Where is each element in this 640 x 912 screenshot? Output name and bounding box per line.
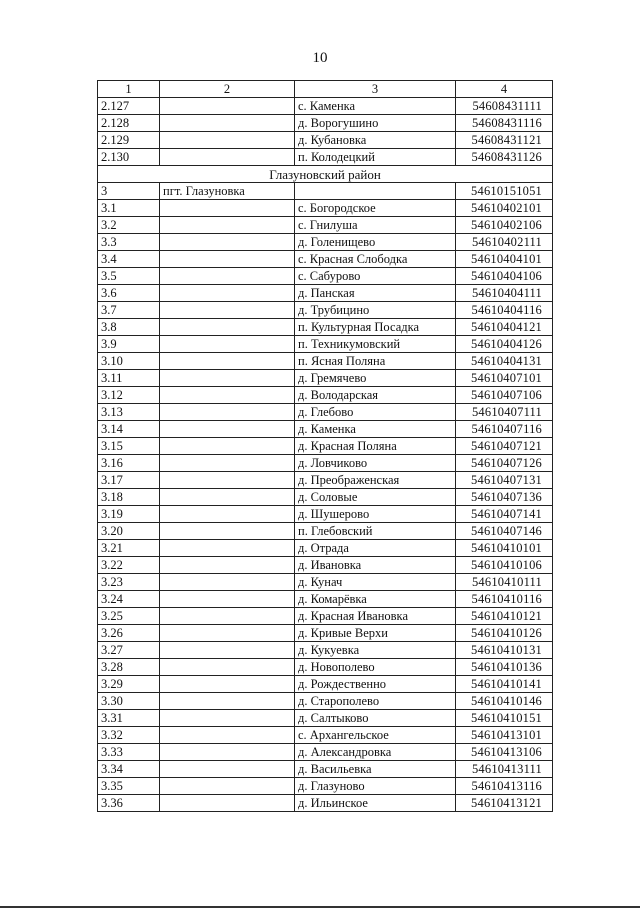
settlement-cell: д. Красная Ивановка	[295, 608, 456, 625]
oktmo-code-cell: 54610410131	[456, 642, 553, 659]
oktmo-code-cell: 54610410126	[456, 625, 553, 642]
table-row	[98, 387, 553, 404]
row-number-cell: 2.130	[98, 149, 160, 166]
column-header-2: 2	[160, 81, 295, 98]
district-cell	[160, 727, 295, 744]
district-cell	[160, 370, 295, 387]
settlement-cell: п. Глебовский	[295, 523, 456, 540]
table-row	[98, 319, 553, 336]
table-row	[98, 540, 553, 557]
row-number-cell: 3.34	[98, 761, 160, 778]
settlement-cell: д. Новополево	[295, 659, 456, 676]
oktmo-code-cell: 54610407131	[456, 472, 553, 489]
table-row	[98, 251, 553, 268]
table-row	[98, 693, 553, 710]
settlement-cell: д. Старополево	[295, 693, 456, 710]
table-row	[98, 676, 553, 693]
table-row	[98, 778, 553, 795]
district-cell	[160, 778, 295, 795]
row-number-cell: 3.27	[98, 642, 160, 659]
district-cell	[160, 319, 295, 336]
settlement-cell: д. Ильинское	[295, 795, 456, 812]
table-header-row	[98, 81, 553, 98]
table-row	[98, 115, 553, 132]
table-row	[98, 625, 553, 642]
row-number-cell: 3	[98, 183, 160, 200]
oktmo-code-cell: 54610410111	[456, 574, 553, 591]
settlement-cell: д. Глебово	[295, 404, 456, 421]
district-cell	[160, 404, 295, 421]
section-title: Глазуновский район	[98, 166, 553, 183]
row-number-cell: 3.19	[98, 506, 160, 523]
row-number-cell: 2.127	[98, 98, 160, 115]
row-number-cell: 3.35	[98, 778, 160, 795]
column-header-4: 4	[456, 81, 553, 98]
table-row	[98, 132, 553, 149]
settlement-cell: д. Преображенская	[295, 472, 456, 489]
table-row	[98, 744, 553, 761]
row-number-cell: 3.10	[98, 353, 160, 370]
section-row	[98, 166, 553, 183]
oktmo-code-cell: 54608431111	[456, 98, 553, 115]
oktmo-code-cell: 54610407111	[456, 404, 553, 421]
oktmo-code-cell: 54610404131	[456, 353, 553, 370]
table-row	[98, 234, 553, 251]
district-cell	[160, 387, 295, 404]
oktmo-code-cell: 54610410141	[456, 676, 553, 693]
oktmo-code-cell: 54610407126	[456, 455, 553, 472]
settlement-cell: д. Александровка	[295, 744, 456, 761]
table-row	[98, 438, 553, 455]
row-number-cell: 3.25	[98, 608, 160, 625]
oktmo-code-cell: 54610407141	[456, 506, 553, 523]
settlement-cell: д. Володарская	[295, 387, 456, 404]
oktmo-code-cell: 54610404121	[456, 319, 553, 336]
column-header-3: 3	[295, 81, 456, 98]
settlement-cell: д. Кунач	[295, 574, 456, 591]
district-cell	[160, 353, 295, 370]
oktmo-code-cell: 54610402111	[456, 234, 553, 251]
table-row	[98, 302, 553, 319]
district-cell	[160, 625, 295, 642]
table-row	[98, 183, 553, 200]
settlement-cell: д. Отрада	[295, 540, 456, 557]
settlement-cell: п. Техникумовский	[295, 336, 456, 353]
oktmo-code-cell: 54610407121	[456, 438, 553, 455]
table-row	[98, 710, 553, 727]
oktmo-code-cell: 54610410136	[456, 659, 553, 676]
table-row	[98, 659, 553, 676]
row-number-cell: 3.20	[98, 523, 160, 540]
oktmo-code-cell: 54610413121	[456, 795, 553, 812]
district-cell	[160, 98, 295, 115]
district-cell	[160, 336, 295, 353]
oktmo-code-cell: 54610410151	[456, 710, 553, 727]
row-number-cell: 2.128	[98, 115, 160, 132]
row-number-cell: 3.30	[98, 693, 160, 710]
row-number-cell: 3.22	[98, 557, 160, 574]
page-bottom-rule	[0, 906, 640, 908]
table-row	[98, 591, 553, 608]
oktmo-code-cell: 54610404116	[456, 302, 553, 319]
oktmo-code-cell: 54610410146	[456, 693, 553, 710]
settlement-cell: д. Салтыково	[295, 710, 456, 727]
table-body	[98, 81, 553, 812]
row-number-cell: 3.14	[98, 421, 160, 438]
settlement-cell: с. Каменка	[295, 98, 456, 115]
table-row	[98, 353, 553, 370]
district-cell	[160, 744, 295, 761]
table-row	[98, 455, 553, 472]
row-number-cell: 3.2	[98, 217, 160, 234]
table-row	[98, 608, 553, 625]
district-cell	[160, 472, 295, 489]
row-number-cell: 3.31	[98, 710, 160, 727]
row-number-cell: 3.21	[98, 540, 160, 557]
settlements-table	[97, 80, 553, 812]
oktmo-code-cell: 54608431126	[456, 149, 553, 166]
settlement-cell	[295, 183, 456, 200]
row-number-cell: 3.23	[98, 574, 160, 591]
table-row	[98, 217, 553, 234]
table-row	[98, 149, 553, 166]
row-number-cell: 3.17	[98, 472, 160, 489]
oktmo-code-cell: 54610402106	[456, 217, 553, 234]
table-row	[98, 421, 553, 438]
district-cell	[160, 693, 295, 710]
district-cell	[160, 217, 295, 234]
oktmo-code-cell: 54610404111	[456, 285, 553, 302]
settlement-cell: п. Колодецкий	[295, 149, 456, 166]
table-row	[98, 523, 553, 540]
settlement-cell: д. Гремячево	[295, 370, 456, 387]
district-cell	[160, 761, 295, 778]
table-row	[98, 285, 553, 302]
table-row	[98, 506, 553, 523]
district-cell	[160, 455, 295, 472]
oktmo-code-cell: 54610407101	[456, 370, 553, 387]
district-cell	[160, 268, 295, 285]
settlement-cell: п. Культурная Посадка	[295, 319, 456, 336]
page-number: 10	[312, 50, 328, 66]
district-cell	[160, 506, 295, 523]
table-row	[98, 489, 553, 506]
district-cell	[160, 795, 295, 812]
oktmo-code-cell: 54610410116	[456, 591, 553, 608]
oktmo-code-cell: 54610404101	[456, 251, 553, 268]
oktmo-code-cell: 54610407116	[456, 421, 553, 438]
row-number-cell: 3.11	[98, 370, 160, 387]
settlement-cell: д. Рождественно	[295, 676, 456, 693]
oktmo-code-cell: 54610407146	[456, 523, 553, 540]
table-row	[98, 642, 553, 659]
settlement-cell: с. Красная Слободка	[295, 251, 456, 268]
district-cell	[160, 251, 295, 268]
settlement-cell: с. Сабурово	[295, 268, 456, 285]
settlement-cell: д. Ивановка	[295, 557, 456, 574]
district-cell	[160, 591, 295, 608]
settlement-cell: д. Ворогушино	[295, 115, 456, 132]
settlement-cell: д. Кукуевка	[295, 642, 456, 659]
district-cell	[160, 608, 295, 625]
settlement-cell: д. Глазуново	[295, 778, 456, 795]
settlement-cell: д. Кубановка	[295, 132, 456, 149]
row-number-cell: 3.29	[98, 676, 160, 693]
settlement-cell: д. Соловые	[295, 489, 456, 506]
oktmo-code-cell: 54610404126	[456, 336, 553, 353]
district-cell	[160, 676, 295, 693]
district-cell	[160, 574, 295, 591]
district-cell	[160, 710, 295, 727]
row-number-cell: 3.15	[98, 438, 160, 455]
district-cell	[160, 438, 295, 455]
settlement-cell: д. Комарёвка	[295, 591, 456, 608]
oktmo-code-cell: 54610410106	[456, 557, 553, 574]
oktmo-code-cell: 54610413111	[456, 761, 553, 778]
row-number-cell: 3.28	[98, 659, 160, 676]
oktmo-code-cell: 54610413116	[456, 778, 553, 795]
district-cell	[160, 285, 295, 302]
row-number-cell: 3.3	[98, 234, 160, 251]
settlement-cell: с. Архангельское	[295, 727, 456, 744]
row-number-cell: 3.5	[98, 268, 160, 285]
settlement-cell: д. Каменка	[295, 421, 456, 438]
oktmo-code-cell: 54608431121	[456, 132, 553, 149]
district-cell	[160, 659, 295, 676]
row-number-cell: 3.7	[98, 302, 160, 319]
settlement-cell: с. Богородское	[295, 200, 456, 217]
district-cell: пгт. Глазуновка	[160, 183, 295, 200]
row-number-cell: 3.32	[98, 727, 160, 744]
column-header-1: 1	[98, 81, 160, 98]
oktmo-code-cell: 54608431116	[456, 115, 553, 132]
district-cell	[160, 489, 295, 506]
settlement-cell: п. Ясная Поляна	[295, 353, 456, 370]
oktmo-code-cell: 54610407106	[456, 387, 553, 404]
settlement-cell: с. Гнилуша	[295, 217, 456, 234]
row-number-cell: 3.13	[98, 404, 160, 421]
settlement-cell: д. Кривые Верхи	[295, 625, 456, 642]
district-cell	[160, 132, 295, 149]
district-cell	[160, 302, 295, 319]
oktmo-code-cell: 54610404106	[456, 268, 553, 285]
row-number-cell: 3.24	[98, 591, 160, 608]
settlement-cell: д. Васильевка	[295, 761, 456, 778]
district-cell	[160, 642, 295, 659]
district-cell	[160, 149, 295, 166]
oktmo-code-cell: 54610407136	[456, 489, 553, 506]
district-cell	[160, 557, 295, 574]
row-number-cell: 3.9	[98, 336, 160, 353]
oktmo-code-cell: 54610410101	[456, 540, 553, 557]
row-number-cell: 3.18	[98, 489, 160, 506]
district-cell	[160, 200, 295, 217]
table-row	[98, 472, 553, 489]
district-cell	[160, 421, 295, 438]
settlement-cell: д. Красная Поляна	[295, 438, 456, 455]
oktmo-code-cell: 54610413101	[456, 727, 553, 744]
district-cell	[160, 234, 295, 251]
settlement-cell: д. Ловчиково	[295, 455, 456, 472]
district-cell	[160, 540, 295, 557]
table-row	[98, 98, 553, 115]
table-row	[98, 268, 553, 285]
row-number-cell: 3.4	[98, 251, 160, 268]
row-number-cell: 3.26	[98, 625, 160, 642]
oktmo-code-cell: 54610410121	[456, 608, 553, 625]
row-number-cell: 3.36	[98, 795, 160, 812]
row-number-cell: 3.6	[98, 285, 160, 302]
table-row	[98, 200, 553, 217]
row-number-cell: 3.1	[98, 200, 160, 217]
table-row	[98, 557, 553, 574]
settlement-cell: д. Трубицино	[295, 302, 456, 319]
settlement-cell: д. Панская	[295, 285, 456, 302]
row-number-cell: 2.129	[98, 132, 160, 149]
district-cell	[160, 115, 295, 132]
table-row	[98, 404, 553, 421]
table-row	[98, 574, 553, 591]
table-row	[98, 795, 553, 812]
row-number-cell: 3.8	[98, 319, 160, 336]
district-cell	[160, 523, 295, 540]
row-number-cell: 3.12	[98, 387, 160, 404]
settlement-cell: д. Шушерово	[295, 506, 456, 523]
table-row	[98, 370, 553, 387]
settlement-cell: д. Голенищево	[295, 234, 456, 251]
row-number-cell: 3.33	[98, 744, 160, 761]
row-number-cell: 3.16	[98, 455, 160, 472]
oktmo-code-cell: 54610402101	[456, 200, 553, 217]
table-row	[98, 336, 553, 353]
table-row	[98, 761, 553, 778]
table-row	[98, 727, 553, 744]
oktmo-code-cell: 54610151051	[456, 183, 553, 200]
oktmo-code-cell: 54610413106	[456, 744, 553, 761]
